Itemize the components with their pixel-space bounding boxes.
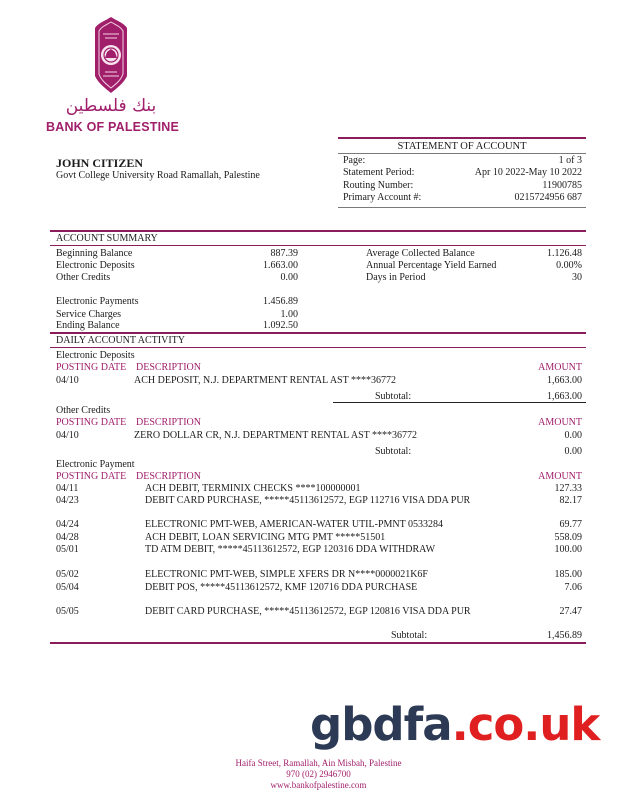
activity-top-rule (50, 332, 586, 334)
days-value: 30 (572, 272, 582, 283)
deposits-subtotal-value: 1,663.00 (547, 391, 582, 402)
period-value: Apr 10 2022-May 10 2022 (474, 167, 582, 178)
deposits-subtotal-rule (333, 402, 586, 403)
routing-value: 11900785 (542, 180, 582, 191)
apy-label: Annual Percentage Yield Earned (366, 260, 497, 271)
deposits-col-desc: DESCRIPTION (136, 362, 202, 373)
credits-subtotal-label: Subtotal: (375, 446, 412, 457)
payment-row-amount: 7.06 (564, 582, 582, 593)
payment-row-amount: 27.47 (559, 606, 582, 617)
payment-row-desc: ACH DEBIT, TERMINIX CHECKS ****100000001 (145, 483, 361, 494)
customer-address: Govt College University Road Ramallah, Palestine (56, 170, 260, 181)
routing-label: Routing Number: (343, 180, 414, 191)
account-value: 0215724956 687 (514, 192, 582, 203)
payment-row-desc: DEBIT CARD PURCHASE, *****45113612572, EGP 120816 VISA DDA PUR (145, 606, 471, 617)
other-credits-value: 0.00 (280, 272, 298, 283)
electronic-deposits-value: 1.663.00 (263, 260, 298, 271)
page-value: 1 of 3 (558, 155, 582, 166)
service-charges-label: Service Charges (56, 309, 122, 320)
footer-website[interactable]: www.bankofpalestine.com (270, 780, 367, 790)
electronic-payments-label: Electronic Payments (56, 296, 139, 307)
payment-row-date: 05/02 (56, 569, 79, 580)
payment-row-date: 04/11 (56, 483, 79, 494)
period-label: Statement Period: (343, 167, 415, 178)
payment-row-amount: 100.00 (554, 544, 582, 555)
payments-section-title: Electronic Payment (56, 459, 135, 470)
summary-title: ACCOUNT SUMMARY (56, 233, 158, 244)
credit-row-amount: 0.00 (564, 430, 582, 441)
deposits-section-title: Electronic Deposits (56, 350, 135, 361)
payment-row-date: 05/04 (56, 582, 79, 593)
payment-row-amount: 69.77 (559, 519, 582, 530)
statement-title: STATEMENT OF ACCOUNT (397, 141, 527, 152)
payment-row-desc: ACH DEBIT, LOAN SERVICING MTG PMT *****51501 (145, 532, 386, 543)
deposits-subtotal-label: Subtotal: (375, 391, 412, 402)
electronic-deposits-label: Electronic Deposits (56, 260, 135, 271)
customer-name: JOHN CITIZEN (56, 156, 144, 170)
electronic-payments-value: 1.456.89 (263, 296, 298, 307)
payment-row-date: 04/23 (56, 495, 79, 506)
bank-name-english: BANK OF PALESTINE (46, 120, 180, 134)
footer-address: Haifa Street, Ramallah, Ain Misbah, Palestine (235, 758, 402, 768)
credits-subtotal-value: 0.00 (564, 446, 582, 457)
payment-row-desc: DEBIT CARD PURCHASE, *****45113612572, EGP 112716 VISA DDA PUR (145, 495, 471, 506)
credits-col-desc: DESCRIPTION (136, 417, 202, 428)
statement-title-rule (338, 153, 586, 154)
payment-row-desc: ELECTRONIC PMT-WEB, AMERICAN-WATER UTIL-PMNT 0533284 (145, 519, 444, 530)
payments-subtotal-value: 1,456.89 (547, 630, 582, 641)
payment-row-amount: 558.09 (554, 532, 582, 543)
credits-col-date: POSTING DATE (56, 417, 127, 428)
ending-balance-label: Ending Balance (56, 320, 120, 331)
summary-top-rule (50, 230, 586, 232)
deposit-row-amount: 1,663.00 (547, 375, 582, 386)
deposit-row-date: 04/10 (56, 375, 79, 386)
apy-value: 0.00% (556, 260, 582, 271)
payment-row-desc: DEBIT POS, *****45113612572, KMF 120716 DDA PURCHASE (145, 582, 418, 593)
deposits-col-amount: AMOUNT (538, 362, 582, 373)
credit-row-date: 04/10 (56, 430, 79, 441)
statement-bottom-rule (338, 207, 586, 208)
payments-col-desc: DESCRIPTION (136, 471, 202, 482)
payment-row-date: 05/01 (56, 544, 79, 555)
credit-row-desc: ZERO DOLLAR CR, N.J. DEPARTMENT RENTAL AST ****36772 (134, 430, 418, 441)
payment-row-amount: 127.33 (554, 483, 582, 494)
watermark-part2: .co.uk (451, 698, 600, 751)
other-credits-label: Other Credits (56, 272, 111, 283)
payment-row-date: 04/24 (56, 519, 79, 530)
payment-row-amount: 82.17 (559, 495, 582, 506)
payment-row-amount: 185.00 (554, 569, 582, 580)
footer-phone: 970 (02) 2946700 (286, 769, 351, 779)
payment-row-date: 04/28 (56, 532, 79, 543)
account-label: Primary Account #: (343, 192, 422, 203)
statement-top-rule (338, 137, 586, 139)
ending-balance-value: 1.092.50 (263, 320, 298, 331)
watermark-part1: gbdfa (310, 698, 452, 751)
days-label: Days in Period (366, 272, 426, 283)
beginning-balance-value: 887.39 (270, 248, 298, 259)
bank-name-arabic: بنك فلسطين (65, 96, 157, 116)
page-label: Page: (343, 155, 366, 166)
deposit-row-desc: ACH DEPOSIT, N.J. DEPARTMENT RENTAL AST ****36772 (134, 375, 397, 386)
bank-logo-emblem (93, 16, 129, 94)
payment-row-desc: TD ATM DEBIT, *****45113612572, EGP 120316 DDA WITHDRAW (145, 544, 436, 555)
avg-collected-label: Average Collected Balance (366, 248, 475, 259)
activity-bottom-rule (50, 642, 586, 644)
service-charges-value: 1.00 (280, 309, 298, 320)
payment-row-date: 05/05 (56, 606, 79, 617)
credits-section-title: Other Credits (56, 405, 111, 416)
activity-title-rule (50, 347, 586, 348)
avg-collected-value: 1.126.48 (547, 248, 582, 259)
payments-col-amount: AMOUNT (538, 471, 582, 482)
deposits-col-date: POSTING DATE (56, 362, 127, 373)
credits-col-amount: AMOUNT (538, 417, 582, 428)
payment-row-desc: ELECTRONIC PMT-WEB, SIMPLE XFERS DR N****0000021K6F (145, 569, 428, 580)
payments-subtotal-label: Subtotal: (391, 630, 428, 641)
beginning-balance-label: Beginning Balance (56, 248, 133, 259)
activity-title: DAILY ACCOUNT ACTIVITY (56, 335, 185, 346)
watermark (310, 698, 599, 751)
summary-title-rule (50, 245, 586, 246)
payments-col-date: POSTING DATE (56, 471, 127, 482)
